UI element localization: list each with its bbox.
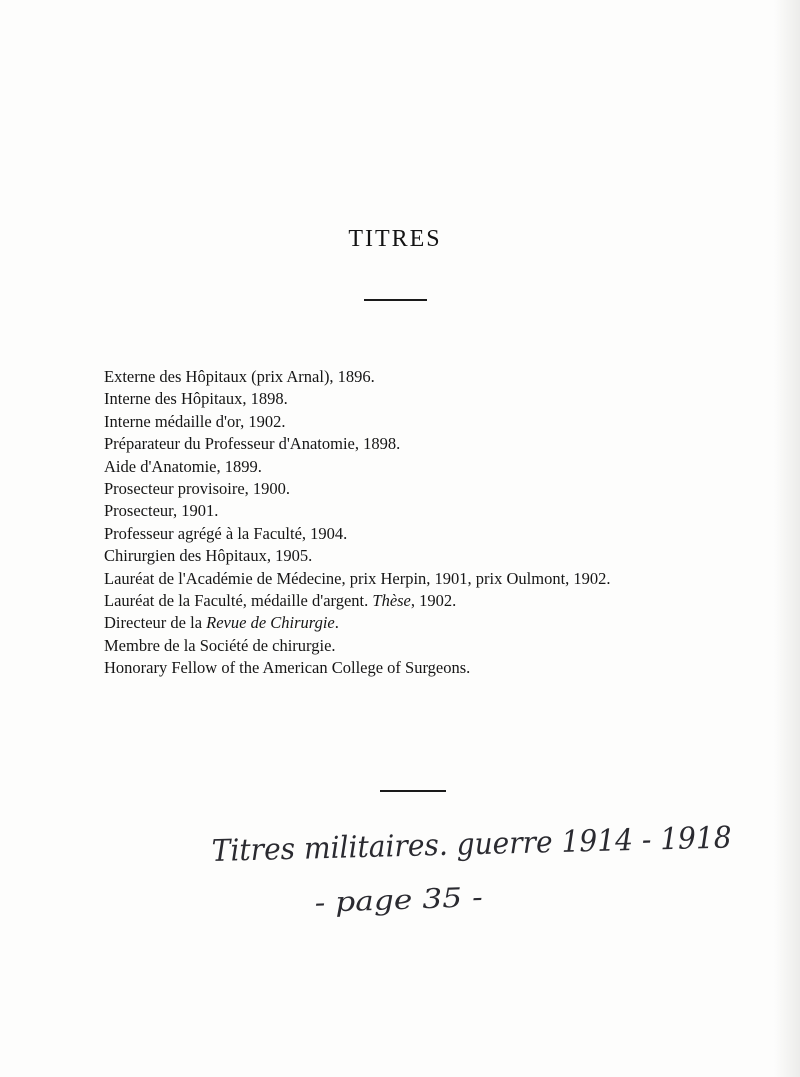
list-item: Prosecteur, 1901.	[104, 501, 219, 521]
page-title: TITRES	[348, 226, 442, 252]
journal-title-italic: Revue de Chirurgie	[206, 613, 335, 633]
list-item: Interne des Hôpitaux, 1898.	[104, 389, 288, 409]
page-edge-shadow	[774, 0, 800, 1077]
list-item: Chirurgien des Hôpitaux, 1905.	[104, 546, 313, 566]
titles-list	[104, 366, 611, 680]
list-item: Prosecteur provisoire, 1900.	[104, 479, 291, 499]
list-item: Préparateur du Professeur d'Anatomie, 1898.	[104, 434, 401, 454]
list-item-text: .	[334, 613, 339, 633]
handwritten-annotation-line2: - page 35 -	[314, 882, 461, 919]
list-item: Lauréat de l'Académie de Médecine, prix Herpin, 1901, prix Oulmont, 1902.	[104, 568, 611, 588]
list-item	[104, 590, 611, 612]
list-item-text: Directeur de la	[104, 613, 207, 633]
list-item-text: , 1902.	[410, 591, 457, 611]
list-item-text: Lauréat de la Faculté, médaille d'argent.	[104, 591, 373, 611]
list-item: Interne médaille d'or, 1902.	[104, 411, 286, 431]
handwritten-annotation-line1: Titres militaires. guerre 1914 - 1918	[211, 819, 769, 869]
thesis-italic: Thèse	[372, 591, 411, 611]
list-item: Aide d'Anatomie, 1899.	[104, 456, 262, 476]
title-divider	[364, 299, 427, 301]
list-item: Externe des Hôpitaux (prix Arnal), 1896.	[104, 367, 375, 386]
list-item: Membre de la Société de chirurgie.	[104, 635, 336, 655]
list-item: Honorary Fellow of the American College of Surgeons.	[104, 658, 471, 678]
list-item	[104, 612, 611, 634]
section-divider	[380, 790, 446, 792]
list-item: Professeur agrégé à la Faculté, 1904.	[104, 523, 348, 543]
